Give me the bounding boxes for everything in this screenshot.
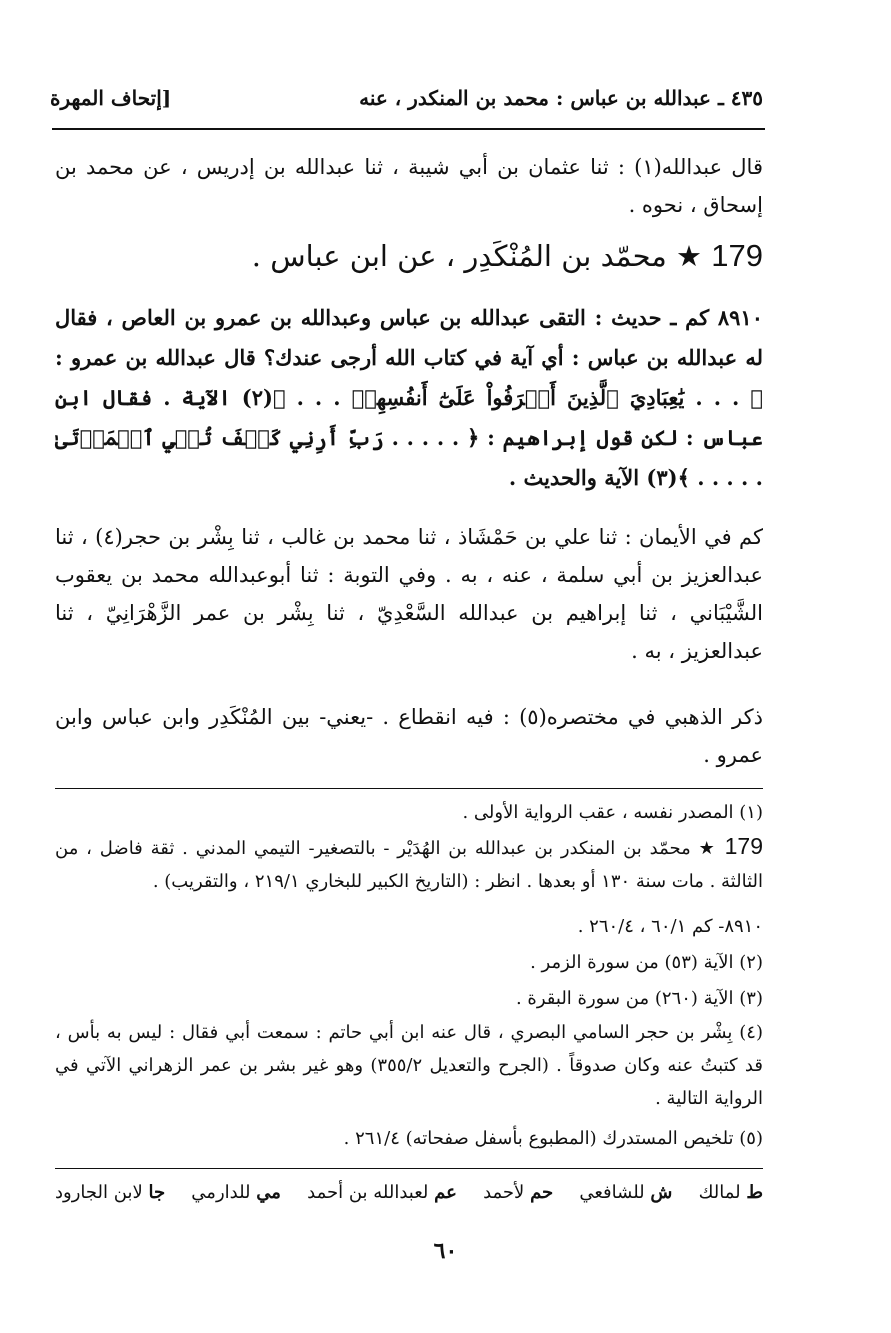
entry-heading xyxy=(252,238,763,274)
star-icon: ★ xyxy=(698,838,717,859)
abbreviation-key xyxy=(55,1182,763,1203)
running-header-book: [إتحاف المهرة xyxy=(50,86,172,110)
star-icon: ★ xyxy=(676,239,703,273)
footnote-3: (٣) الآية (٢٦٠) من سورة البقرة . xyxy=(515,988,763,1009)
footnote-entry-number: 179 xyxy=(724,833,763,859)
abbr-item: جا لابن الجارود xyxy=(55,1182,166,1203)
abbr-item: ط لمالك xyxy=(698,1182,763,1203)
abbr-item: حم لأحمد xyxy=(483,1182,554,1203)
footnote-entry xyxy=(55,830,763,898)
hadith-text: ٨٩١٠ كم ـ حديث : التقى عبدالله بن عباس وعبدالله بن عمرو بن العاص ، فقال له عبدالله بن عباس : أي آية في كتاب الله أرجى عندك؟ قال عبدالله بن عمرو : ﴿ . . . يَٰعِبَادِيَ ٱلَّذِينَ أَسۡرَفُواْ عَلَىٰٓ أَنفُسِهِمۡ . . . ﴾(٢) الآية . فقال ابن عباس : لكن قول إبراهيم : ﴿ . . . . . رَبِّ أَرِنِي كَيۡفَ تُحۡيِ ٱلۡمَوۡتَىٰ . . . . . ﴾(٣) الآية والحديث . xyxy=(55,305,763,490)
footnote-entry-text: محمّد بن المنكدر بن عبدالله بن الهُدَيْر - بالتصغير- التيمي المدني . ثقة فاضل ، من الثالثة . مات سنة ١٣٠ أو بعدها . انظر : (التاريخ الكبير للبخاري ٢١٩/١ ، والتقريب) . xyxy=(55,838,763,892)
header-rule xyxy=(52,128,765,130)
entry-title-text: محمّد بن المُنْكَدِر ، عن ابن عباس . xyxy=(251,239,667,273)
paragraph-intro: قال عبدالله(١) : ثنا عثمان بن أبي شيبة ، ثنا عبدالله بن إدريس ، عن محمد بن إسحاق ، نحوه . xyxy=(55,155,763,217)
page-number: ٦٠ xyxy=(433,1238,458,1264)
footnote-5: (٥) تلخيص المستدرك (المطبوع بأسفل صفحاته) ٢٦١/٤ . xyxy=(343,1128,763,1149)
footnote-4: (٤) بِشْر بن حجر السامي البصري ، قال عنه ابن أبي حاتم : سمعت أبي فقال : ليس به بأس ، قد كتبتُ عنه وكان صدوقاً . (الجرح والتعديل ٣٥٥/٢) وهو غير بشر بن عمر الزهراني الآتي في الرواية التالية . xyxy=(55,1022,763,1109)
paragraph-sources: كم في الأيمان : ثنا علي بن حَمْشَاذ ، ثنا محمد بن غالب ، ثنا بِشْر بن حجر(٤) ، ثنا عبدالعزيز بن أبي سلمة ، عنه ، به . وفي التوبة : ثنا أبوعبدالله محمد بن يعقوب الشَّيْبَاني ، ثنا إبراهيم بن عبدالله السَّعْدِيّ ، ثنا بِشْر بن عمر الزَّهْرَانِيّ ، ثنا عبدالعزيز ، به . xyxy=(55,525,764,663)
footnote-2: (٢) الآية (٥٣) من سورة الزمر . xyxy=(530,952,763,973)
abbr-item: ش للشافعي xyxy=(579,1182,673,1203)
footnote-refs: ٨٩١٠- كم ٦٠/١ ، ٢٦٠/٤ . xyxy=(577,916,763,937)
running-header-title: ٤٣٥ ـ عبدالله بن عباس : محمد بن المنكدر ، عنه xyxy=(359,86,763,110)
footnote-1: (١) المصدر نفسه ، عقب الرواية الأولى . xyxy=(462,802,763,823)
abbr-item: مي للدارمي xyxy=(191,1182,281,1203)
abbreviation-rule xyxy=(55,1168,763,1169)
footnote-rule xyxy=(55,788,763,789)
paragraph-dhahabi: ذكر الذهبي في مختصره(٥) : فيه انقطاع . -يعني- بين المُنْكَدِر وابن عباس وابن عمرو . xyxy=(55,705,763,767)
entry-number: 179 xyxy=(711,238,763,273)
abbr-item: عم لعبدالله بن أحمد xyxy=(307,1182,457,1203)
